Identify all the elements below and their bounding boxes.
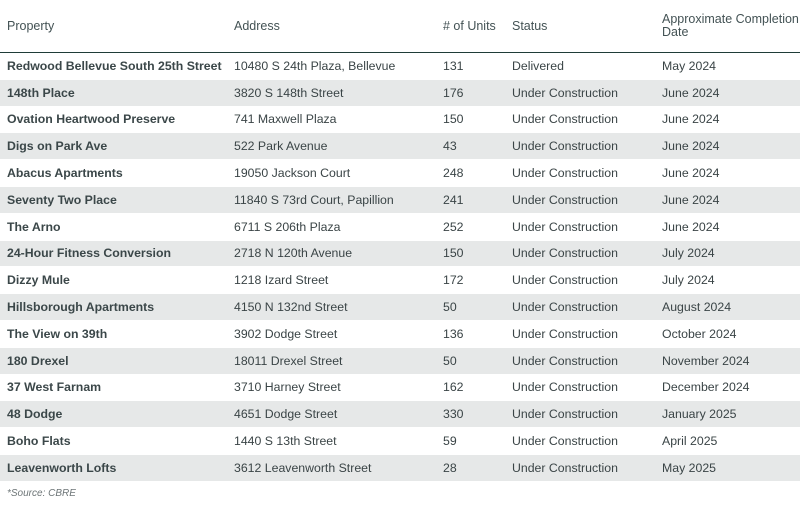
cell-units: 28 <box>436 454 505 481</box>
cell-property: Boho Flats <box>0 428 227 455</box>
cell-units: 241 <box>436 186 505 213</box>
cell-completion-date: June 2024 <box>655 79 800 106</box>
table-row <box>0 320 800 347</box>
cell-status: Under Construction <box>505 133 655 160</box>
cell-units: 59 <box>436 428 505 455</box>
cell-address: 19050 Jackson Court <box>227 160 436 187</box>
cell-property: The Arno <box>0 213 227 240</box>
cell-address: 4651 Dodge Street <box>227 401 436 428</box>
cell-property: Dizzy Mule <box>0 267 227 294</box>
cell-completion-date: June 2024 <box>655 133 800 160</box>
header-units: # of Units <box>436 0 505 53</box>
table-row <box>0 428 800 455</box>
cell-completion-date: October 2024 <box>655 320 800 347</box>
cell-address: 4150 N 132nd Street <box>227 294 436 321</box>
cell-address: 1440 S 13th Street <box>227 428 436 455</box>
table-row <box>0 106 800 133</box>
cell-completion-date: June 2024 <box>655 213 800 240</box>
table-header <box>0 0 800 53</box>
table-row <box>0 294 800 321</box>
table-row <box>0 186 800 213</box>
header-completion-date: Approximate Completion Date <box>655 0 800 53</box>
cell-address: 6711 S 206th Plaza <box>227 213 436 240</box>
cell-address: 3902 Dodge Street <box>227 320 436 347</box>
cell-address: 2718 N 120th Avenue <box>227 240 436 267</box>
cell-property: The View on 39th <box>0 320 227 347</box>
cell-status: Under Construction <box>505 320 655 347</box>
cell-units: 131 <box>436 53 505 80</box>
cell-property: Digs on Park Ave <box>0 133 227 160</box>
cell-completion-date: August 2024 <box>655 294 800 321</box>
cell-status: Under Construction <box>505 79 655 106</box>
cell-units: 150 <box>436 240 505 267</box>
cell-status: Under Construction <box>505 213 655 240</box>
table-row <box>0 160 800 187</box>
table-body <box>0 53 800 482</box>
cell-property: 48 Dodge <box>0 401 227 428</box>
cell-completion-date: June 2024 <box>655 106 800 133</box>
table-row <box>0 79 800 106</box>
cell-status: Under Construction <box>505 374 655 401</box>
cell-completion-date: May 2024 <box>655 53 800 80</box>
cell-status: Under Construction <box>505 454 655 481</box>
cell-completion-date: December 2024 <box>655 374 800 401</box>
cell-units: 50 <box>436 294 505 321</box>
cell-completion-date: May 2025 <box>655 454 800 481</box>
header-status: Status <box>505 0 655 53</box>
cell-status: Under Construction <box>505 240 655 267</box>
cell-address: 3710 Harney Street <box>227 374 436 401</box>
cell-status: Under Construction <box>505 186 655 213</box>
cell-completion-date: April 2025 <box>655 428 800 455</box>
cell-property: Hillsborough Apartments <box>0 294 227 321</box>
cell-units: 136 <box>436 320 505 347</box>
cell-status: Under Construction <box>505 428 655 455</box>
cell-address: 3612 Leavenworth Street <box>227 454 436 481</box>
cell-completion-date: June 2024 <box>655 160 800 187</box>
cell-units: 248 <box>436 160 505 187</box>
cell-units: 162 <box>436 374 505 401</box>
cell-property: Redwood Bellevue South 25th Street <box>0 53 227 80</box>
cell-completion-date: January 2025 <box>655 401 800 428</box>
cell-completion-date: June 2024 <box>655 186 800 213</box>
table-row <box>0 374 800 401</box>
cell-units: 172 <box>436 267 505 294</box>
cell-address: 10480 S 24th Plaza, Bellevue <box>227 53 436 80</box>
cell-units: 43 <box>436 133 505 160</box>
table-row <box>0 53 800 80</box>
cell-units: 150 <box>436 106 505 133</box>
table-row <box>0 240 800 267</box>
table-row <box>0 347 800 374</box>
cell-address: 3820 S 148th Street <box>227 79 436 106</box>
cell-property: 148th Place <box>0 79 227 106</box>
cell-units: 252 <box>436 213 505 240</box>
cell-property: Ovation Heartwood Preserve <box>0 106 227 133</box>
cell-property: 37 West Farnam <box>0 374 227 401</box>
cell-units: 176 <box>436 79 505 106</box>
table-row <box>0 133 800 160</box>
cell-property: 180 Drexel <box>0 347 227 374</box>
cell-completion-date: July 2024 <box>655 240 800 267</box>
cell-status: Under Construction <box>505 160 655 187</box>
cell-units: 50 <box>436 347 505 374</box>
cell-status: Under Construction <box>505 267 655 294</box>
cell-completion-date: July 2024 <box>655 267 800 294</box>
cell-address: 522 Park Avenue <box>227 133 436 160</box>
cell-address: 741 Maxwell Plaza <box>227 106 436 133</box>
cell-status: Delivered <box>505 53 655 80</box>
header-property: Property <box>0 0 227 53</box>
cell-property: Seventy Two Place <box>0 186 227 213</box>
cell-address: 11840 S 73rd Court, Papillion <box>227 186 436 213</box>
cell-property: Leavenworth Lofts <box>0 454 227 481</box>
source-note: *Source: CBRE <box>7 488 76 499</box>
cell-property: Abacus Apartments <box>0 160 227 187</box>
table-row <box>0 267 800 294</box>
cell-status: Under Construction <box>505 401 655 428</box>
header-row <box>0 0 800 53</box>
cell-address: 18011 Drexel Street <box>227 347 436 374</box>
cell-units: 330 <box>436 401 505 428</box>
table-row <box>0 401 800 428</box>
table-row <box>0 454 800 481</box>
cell-status: Under Construction <box>505 347 655 374</box>
header-address: Address <box>227 0 436 53</box>
table-row <box>0 213 800 240</box>
cell-property: 24-Hour Fitness Conversion <box>0 240 227 267</box>
cell-status: Under Construction <box>505 106 655 133</box>
cell-status: Under Construction <box>505 294 655 321</box>
cell-completion-date: November 2024 <box>655 347 800 374</box>
cell-address: 1218 Izard Street <box>227 267 436 294</box>
